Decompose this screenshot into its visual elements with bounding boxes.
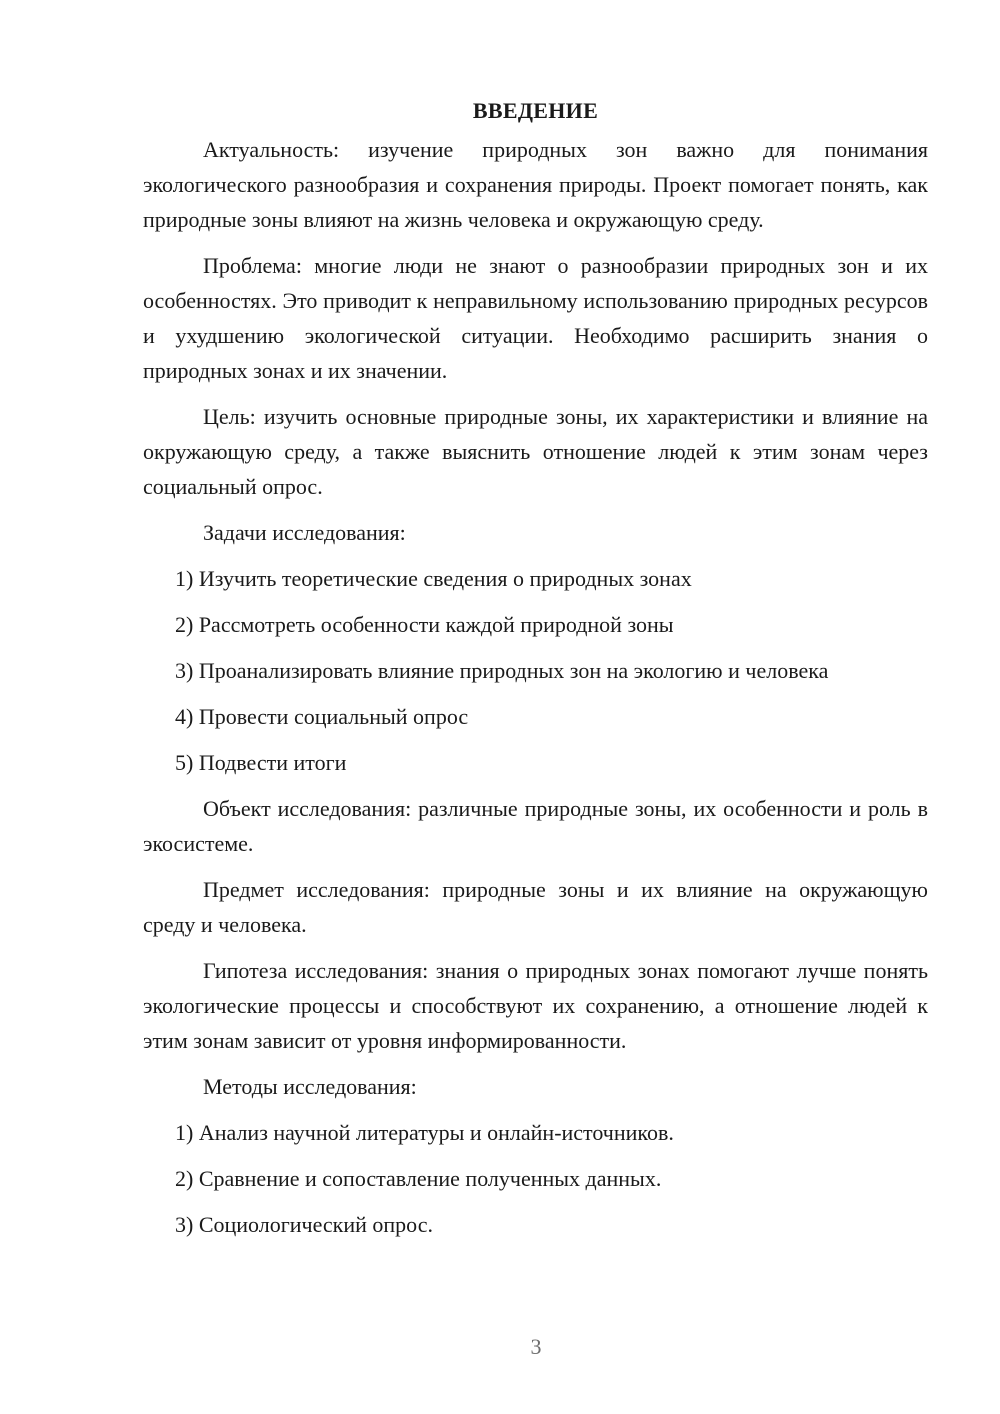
list-item: 1) Анализ научной литературы и онлайн-источников. <box>175 1120 674 1145</box>
page-number: 3 <box>530 1334 542 1359</box>
relevance-paragraph: Актуальность: изучение природных зон важно для понимания экологического разнообразия и сохранения природы. Проект помогает понять, как природные зоны влияют на жизнь человека и окружающую среду. <box>143 137 928 232</box>
page-content <box>143 93 928 1242</box>
tasks-list <box>143 561 928 780</box>
list-item: 5) Подвести итоги <box>175 750 347 775</box>
list-item: 4) Провести социальный опрос <box>175 704 469 729</box>
tasks-title: Задачи исследования: <box>203 520 406 545</box>
list-item: 2) Рассмотреть особенности каждой природной зоны <box>175 612 674 637</box>
list-item: 3) Проанализировать влияние природных зон на экологию и человека <box>175 658 829 683</box>
problem-paragraph: Проблема: многие люди не знают о разнообразии природных зон и их особенностях. Это приводит к неправильному использованию природных ресурсов и ухудшению экологической ситуации. Необходимо расширить знания о природных зонах и их значении. <box>143 253 928 383</box>
subject-paragraph: Предмет исследования: природные зоны и их влияние на окружающую среду и человека. <box>143 877 928 937</box>
list-item: 1) Изучить теоретические сведения о природных зонах <box>175 566 692 591</box>
object-paragraph: Объект исследования: различные природные зоны, их особенности и роль в экосистеме. <box>143 796 928 856</box>
goal-paragraph: Цель: изучить основные природные зоны, их характеристики и влияние на окружающую среду, а также выяснить отношение людей к этим зонам через социальный опрос. <box>143 404 928 499</box>
methods-title: Методы исследования: <box>203 1074 417 1099</box>
list-item: 3) Социологический опрос. <box>175 1212 433 1237</box>
hypothesis-paragraph: Гипотеза исследования: знания о природных зонах помогают лучше понять экологические процессы и способствуют их сохранению, а отношение людей к этим зонам зависит от уровня информированности. <box>143 958 928 1053</box>
section-heading: ВВЕДЕНИЕ <box>472 98 599 123</box>
methods-list <box>143 1115 928 1242</box>
list-item: 2) Сравнение и сопоставление полученных данных. <box>175 1166 662 1191</box>
